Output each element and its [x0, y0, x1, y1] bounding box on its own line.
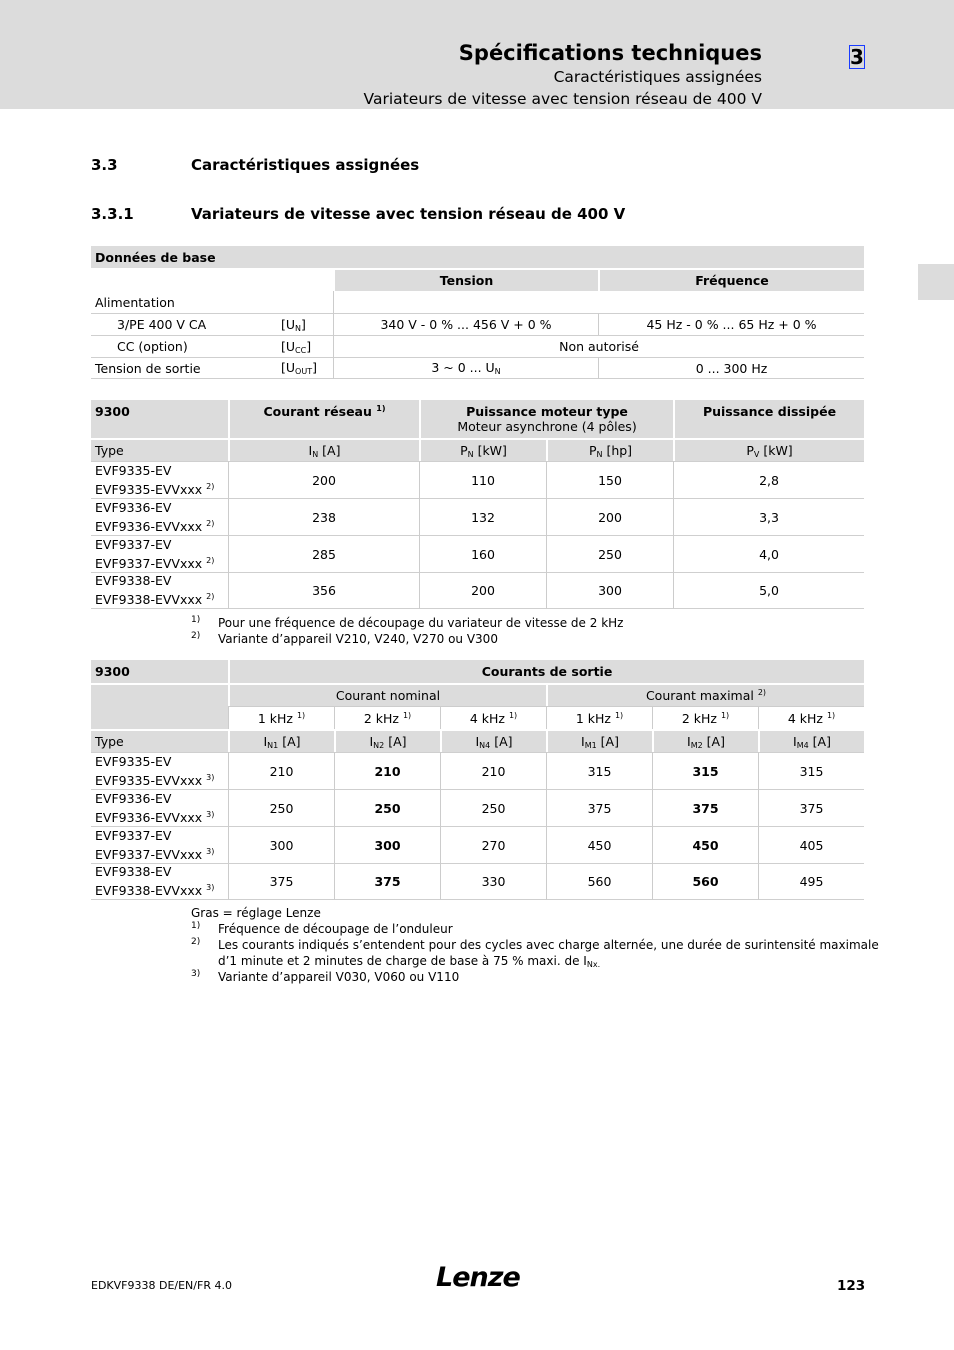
table-cell: 250: [440, 789, 546, 826]
frequency-header: 2 kHz $^{1)}$: [652, 706, 758, 729]
table-row: [91, 535, 864, 572]
row-label-type: Type: [91, 729, 228, 752]
table-cell: 200: [228, 461, 419, 498]
column-header-9300: 9300: [91, 660, 228, 683]
table-cell: 285: [228, 535, 419, 572]
table-cell: 45 Hz - 0 % ... 65 Hz + 0 %: [598, 313, 864, 335]
footnote-marker: 2): [191, 937, 201, 947]
row-symbol: $[U_N]$: [277, 313, 333, 335]
frequency-header: 4 kHz $^{1)}$: [758, 706, 864, 729]
row-symbol: $[U_{OUT}]$: [277, 357, 333, 379]
unit-header: $I_{N2}$ [A]: [334, 729, 440, 752]
table-cell: 3,3: [673, 498, 864, 535]
table-cell: 375: [758, 789, 864, 826]
group-header-nominal: Courant nominal: [228, 683, 546, 706]
table-cell: 375: [228, 863, 334, 900]
table-cell: 4,0: [673, 535, 864, 572]
table-row: [91, 789, 864, 826]
footnote-marker: 1): [191, 615, 201, 625]
column-header-9300: 9300: [91, 400, 228, 438]
unit-header: $I_N$ [A]: [228, 438, 419, 461]
table-cell: 250: [228, 789, 334, 826]
table-cell: 300: [546, 572, 673, 609]
table-cell: 495: [758, 863, 864, 900]
table-cell: 560: [652, 863, 758, 900]
group-header-maximal: Courant maximal $^{2)}$: [546, 683, 864, 706]
footnote-marker: 3): [191, 969, 201, 979]
row-label-alimentation: Alimentation: [95, 294, 175, 310]
table-row: [91, 863, 864, 900]
column-header-courant-reseau: Courant réseau $^{1)}$: [228, 400, 419, 438]
lenze-logo: Lenze: [436, 1262, 520, 1293]
table-cell: 300: [334, 826, 440, 863]
table-cell: 270: [440, 826, 546, 863]
bold-legend: Gras = réglage Lenze: [191, 906, 321, 920]
table-row: [91, 752, 864, 789]
table-cell: 210: [228, 752, 334, 789]
row-label-type: Type: [91, 438, 228, 461]
table-cell: 250: [546, 535, 673, 572]
table-cell: 330: [440, 863, 546, 900]
type-cell: EVF9338-EV EVF9338-EVVxxx $^{2)}$: [91, 572, 228, 609]
table-cell: 5,0: [673, 572, 864, 609]
table-cell: 150: [546, 461, 673, 498]
table-cell: 238: [228, 498, 419, 535]
table-cell: 375: [652, 789, 758, 826]
table-cell: 2,8: [673, 461, 864, 498]
unit-header: $I_{M4}$ [A]: [758, 729, 864, 752]
table-cell: 405: [758, 826, 864, 863]
table-cell: 0 ... 300 Hz: [598, 357, 864, 379]
section-title: Caractéristiques assignées: [191, 156, 420, 174]
unit-header: $I_{N4}$ [A]: [440, 729, 546, 752]
table-cell: 210: [334, 752, 440, 789]
subsection-number: 3.3.1: [91, 205, 134, 223]
table-row: [91, 461, 864, 498]
chapter-marker: 3: [850, 45, 864, 69]
table-cell: Non autorisé: [333, 335, 864, 357]
row-symbol: $[U_{CC}]$: [277, 335, 333, 357]
footnote-marker: 1): [191, 921, 201, 931]
table-cell: 160: [419, 535, 546, 572]
table-row: [91, 572, 864, 609]
type-cell: EVF9338-EV EVF9338-EVVxxx $^{3)}$: [91, 863, 228, 900]
document-code: EDKVF9338 DE/EN/FR 4.0: [91, 1279, 232, 1292]
header-subtitle-1: Caractéristiques assignées: [553, 68, 762, 86]
table-cell: 450: [652, 826, 758, 863]
header-subtitle-2: Variateurs de vitesse avec tension réseau de 400 V: [363, 90, 762, 108]
unit-header: $P_N$ [kW]: [419, 438, 546, 461]
page-number: 123: [837, 1278, 866, 1294]
page-header: [0, 0, 954, 109]
footnote-marker: 2): [191, 631, 201, 641]
footnote-text: Les courants indiqués s’entendent pour des cycles avec charge alternée, une durée de surintensité maximale: [218, 938, 879, 952]
header-title: Spécifications techniques: [458, 41, 762, 65]
table-cell: 110: [419, 461, 546, 498]
type-cell: EVF9335-EV EVF9335-EVVxxx $^{3)}$: [91, 752, 228, 789]
table-cell: 200: [546, 498, 673, 535]
table-row: [91, 498, 864, 535]
table-cell: 340 V - 0 % ... 456 V + 0 %: [333, 313, 598, 335]
table-cell: 315: [758, 752, 864, 789]
footnote-text: Variante d’appareil V030, V060 ou V110: [218, 970, 460, 984]
table-cell: 210: [440, 752, 546, 789]
frequency-header: 1 kHz $^{1)}$: [546, 706, 652, 729]
power-table: [91, 400, 864, 609]
output-current-table: [91, 660, 864, 900]
subsection-heading: [91, 205, 625, 223]
column-header-puissance-moteur: Puissance moteur type Moteur asynchrone (4 pôles): [419, 400, 673, 438]
type-cell: EVF9337-EV EVF9337-EVVxxx $^{2)}$: [91, 535, 228, 572]
table-cell: 375: [546, 789, 652, 826]
side-tab-marker: [918, 264, 954, 300]
row-label: Tension de sortie: [91, 357, 277, 379]
footnote-text: Pour une fréquence de découpage du variateur de vitesse de 2 kHz: [218, 616, 624, 630]
table-row: [91, 826, 864, 863]
type-cell: EVF9336-EV EVF9336-EVVxxx $^{3)}$: [91, 789, 228, 826]
table-cell: 560: [546, 863, 652, 900]
unit-header: $P_V$ [kW]: [673, 438, 864, 461]
unit-header: $P_N$ [hp]: [546, 438, 673, 461]
frequency-header: 1 kHz $^{1)}$: [228, 706, 334, 729]
frequency-header: 4 kHz $^{1)}$: [440, 706, 546, 729]
table-title: Données de base: [91, 246, 864, 268]
unit-header: $I_{N1}$ [A]: [228, 729, 334, 752]
frequency-header: 2 kHz $^{1)}$: [334, 706, 440, 729]
column-header-puissance-dissipee: Puissance dissipée: [673, 400, 864, 438]
subsection-title: Variateurs de vitesse avec tension réseau de 400 V: [191, 205, 626, 223]
type-cell: EVF9335-EV EVF9335-EVVxxx $^{2)}$: [91, 461, 228, 498]
table-cell: 450: [546, 826, 652, 863]
column-header-tension: Tension: [333, 268, 598, 291]
table-cell: 250: [334, 789, 440, 826]
table-cell: 300: [228, 826, 334, 863]
footnote-text: Variante d’appareil V210, V240, V270 ou V300: [218, 632, 498, 646]
row-label: 3/PE 400 V CA: [91, 313, 277, 335]
footnote-text: d’1 minute et 2 minutes de charge de base à 75 % maxi. de $I_{Nx.}$: [218, 954, 601, 969]
unit-header: $I_{M1}$ [A]: [546, 729, 652, 752]
column-header-frequency: Fréquence: [598, 268, 864, 291]
unit-header: $I_{M2}$ [A]: [652, 729, 758, 752]
table-cell: 315: [652, 752, 758, 789]
type-cell: EVF9336-EV EVF9336-EVVxxx $^{2)}$: [91, 498, 228, 535]
basic-data-table: [91, 246, 864, 379]
section-heading: [91, 156, 419, 174]
footnote-text: Fréquence de découpage de l’onduleur: [218, 922, 453, 936]
type-cell: EVF9337-EV EVF9337-EVVxxx $^{3)}$: [91, 826, 228, 863]
table-cell: 3 ~ 0 ... $U_N$: [333, 357, 598, 379]
table-cell: 356: [228, 572, 419, 609]
column-header-courants-sortie: Courants de sortie: [228, 660, 864, 683]
table-cell: 132: [419, 498, 546, 535]
table-cell: 200: [419, 572, 546, 609]
row-label: CC (option): [91, 335, 277, 357]
section-number: 3.3: [91, 156, 118, 174]
table-cell: 315: [546, 752, 652, 789]
table-cell: 375: [334, 863, 440, 900]
